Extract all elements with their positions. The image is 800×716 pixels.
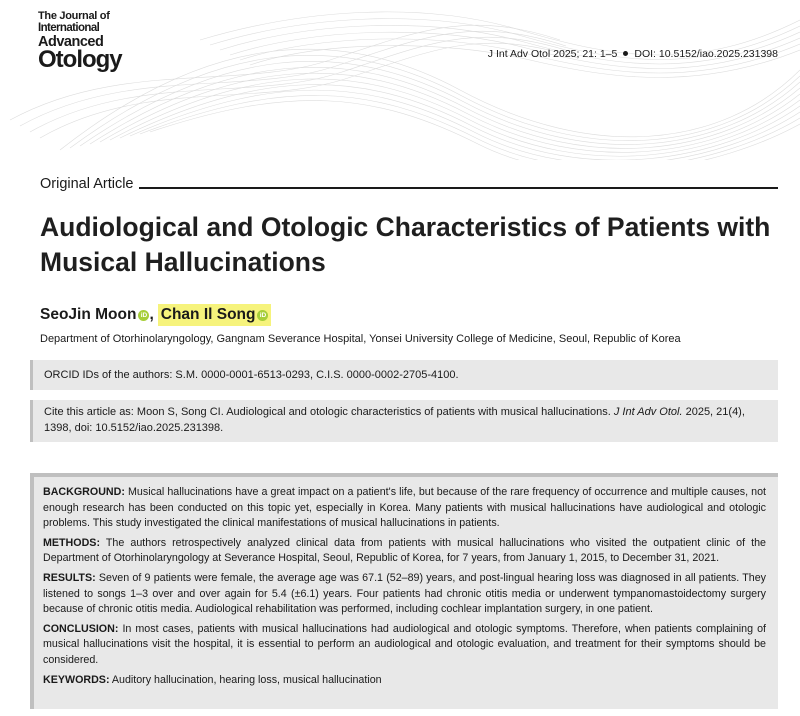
section-text: The authors retrospectively analyzed clinical data from patients with musical hallucinations who visited the outpatient clinic of the Department of Otorhinolaryngology at Severance Hospital, Seoul, Republic of Korea, for 7 years, from January 1, 2015, to December 31, 2021. <box>43 536 766 565</box>
article-type-heading <box>40 176 778 192</box>
section-text: Musical hallucinations have a great impact on a patient's life, but because of the rare frequency of occurrence and multiple causes, not enough research has been conducted on this topic yet, especially in Korea. Many patients with musical hallucinations have audiological and otologic problems. This study investigated the clinical manifestations of musical hallucinations in patients. <box>43 486 766 530</box>
logo-line-2: International <box>38 22 100 34</box>
section-label: KEYWORDS: <box>43 673 110 686</box>
page-header <box>0 0 800 160</box>
orcid-icon[interactable]: iD <box>138 310 149 321</box>
orcid-ids-text: ORCID IDs of the authors: S.M. 0000-0001-6513-0293, C.I.S. 0000-0002-2705-4100. <box>44 369 459 381</box>
abstract-conclusion <box>43 622 766 669</box>
author-separator: , <box>149 306 154 323</box>
journal-citation-line <box>488 48 778 60</box>
author-affiliation: Department of Otorhinolaryngology, Gangnam Severance Hospital, Yonsei University College of Medicine, Seoul, Republic of Korea <box>40 333 681 345</box>
highlighted-author[interactable] <box>158 304 272 326</box>
logo-line-4: Otology <box>38 46 122 73</box>
logo-line-3: Advanced <box>38 33 104 50</box>
article-type-label: Original Article <box>40 176 134 192</box>
abstract-box <box>30 473 778 709</box>
cite-as-box <box>30 400 778 442</box>
journal-doi: DOI: 10.5152/iao.2025.231398 <box>634 48 778 60</box>
section-text: Auditory hallucination, hearing loss, musical hallucination <box>109 673 382 686</box>
cite-as-details: 2025, 21(4), 1398, doi: 10.5152/iao.2025.231398. <box>44 406 745 434</box>
abstract-background <box>43 485 766 532</box>
section-label: RESULTS: <box>43 571 96 584</box>
article-title: Audiological and Otologic Characteristics of Patients with Musical Hallucinations <box>40 212 771 277</box>
author-name[interactable]: SeoJin Moon <box>40 306 137 323</box>
cite-as-journal: J Int Adv Otol. <box>613 406 683 418</box>
section-text: In most cases, patients with musical hallucinations had audiological and otologic symptoms. Therefore, when patients complaining of musical hallucinations visit the hospital, it is essential to perform an audiological and otologic evaluation, and treatment for their symptoms should be considered. <box>43 622 766 666</box>
journal-volume: J Int Adv Otol 2025; 21: 1–5 <box>487 48 618 60</box>
abstract-methods <box>43 536 766 567</box>
cite-as-text: Cite this article as: Moon S, Song CI. Audiological and otologic characteristics of patients with musical hallucinations. <box>44 406 614 418</box>
section-label: METHODS: <box>43 536 100 549</box>
abstract-keywords <box>43 673 766 689</box>
author-name[interactable]: Chan Il Song <box>160 306 256 323</box>
heading-rule <box>139 187 778 189</box>
author-list <box>40 304 271 326</box>
bullet-icon <box>623 51 628 56</box>
orcid-icon[interactable]: iD <box>257 310 268 321</box>
section-label: BACKGROUND: <box>43 486 125 498</box>
section-label: CONCLUSION: <box>43 622 119 635</box>
abstract-results <box>43 571 766 618</box>
section-text: Seven of 9 patients were female, the average age was 67.1 (52–89) years, and post-lingual hearing loss was diagnosed in all patients. They listened to songs 1–3 over and over again for 5.4 (±6.1) years. Four patients had chronic otitis media or underwent tympanomastoidectomy surgery because of chronic otitis media. Audiological rehabilitation was performed, including cochlear implantation surgery, in one patient. <box>43 571 766 616</box>
orcid-ids-box <box>30 360 778 390</box>
logo-line-1: The Journal of <box>38 10 110 22</box>
journal-logo <box>38 11 122 72</box>
